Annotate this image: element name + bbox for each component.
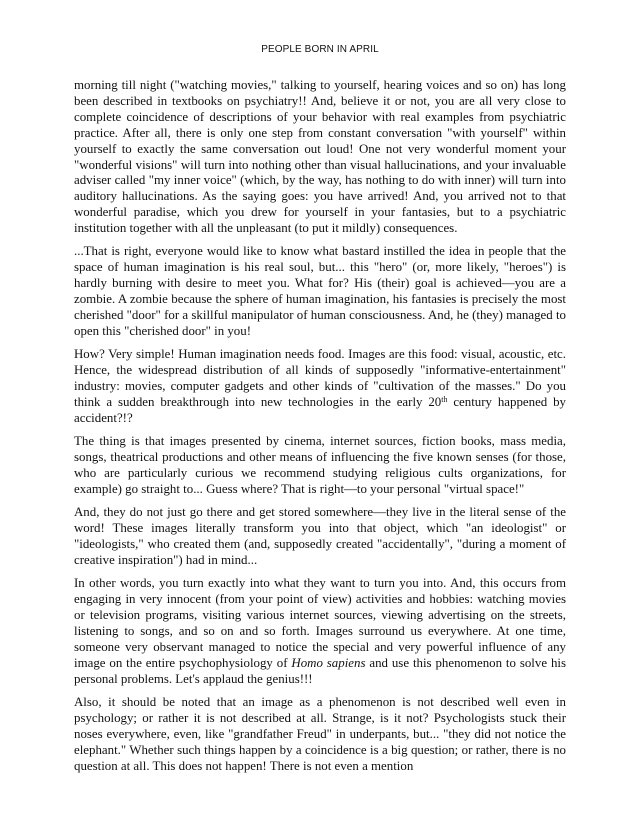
paragraph-6-text-a: In other words, you turn exactly into what they want to turn you into. And, this occurs from engaging in very innocent (from your point of view) activities and hobbies: watching movies or television programs, visiting various internet sources, viewing advertising on the streets, listening to songs, and so on and so forth. Images surround us everywhere. At one time, someone very observant managed to notice the special and very powerful influence of any image on the entire psychophysiology of [74, 576, 566, 670]
paragraph-1: morning till night ("watching movies," talking to yourself, hearing voices and so on) has long been described in textbooks on psychiatry!! And, believe it or not, you are all very close to complete coincidence of descriptions of your behavior with real examples from psychiatric practice. After all, there is only one step from constant conversation "with yourself" within yourself to exactly the same conversation out loud! One not very wonderful moment your "wonderful visions" will turn into nothing other than visual hallucinations, and your invaluable adviser called "my inner voice" (which, by the way, has nothing to do with inner) will turn into auditory hallucinations. As the saying goes: you have arrived! And, you arrived not to that wonderful paradise, which you drew for yourself in your fantasies, but to a psychiatric institution together with all the unpleasant (to put it mildly) consequences. [74, 78, 566, 236]
paragraph-3 [74, 347, 566, 427]
paragraph-4: The thing is that images presented by cinema, internet sources, fiction books, mass media, songs, theatrical productions and other means of influencing the five known senses (for those, who are particularly curious we recommend studying religious cults organizations, for example) go straight to... Guess where? That is right—to your personal "virtual space!" [74, 434, 566, 496]
running-header: PEOPLE BORN IN APRIL [261, 44, 379, 55]
paragraph-7: Also, it should be noted that an image as a phenomenon is not described well even in psychology; or rather it is not described at all. Strange, is it not? Psychologists stuck their noses everywhere, even, like "grandfather Freud" in underpants, but... "they did not notice the elephant." Whether such things happen by a coincidence is a big question; or rather, there is no question at all. This does not happen! There is not even a mention [74, 694, 566, 773]
body-text [74, 78, 566, 775]
paragraph-6-text-b: and use this phenomenon to solve his personal problems. Let's applaud the genius!!! [74, 655, 566, 686]
paragraph-3-text-b: century happened by accident?!? [74, 395, 566, 425]
paragraph-6 [74, 576, 566, 687]
ordinal-suffix: th [441, 395, 448, 404]
species-name: Homo sapiens [291, 655, 366, 670]
paragraph-5: And, they do not just go there and get stored somewhere—they live in the literal sense of the word! These images literally transform you into that object, which "an ideologist" or "ideologists," who created them (and, supposedly created "accidentally", "during a moment of creative inspiration") had in mind... [74, 505, 566, 567]
paragraph-2: ...That is right, everyone would like to know what bastard instilled the idea in people that the space of human imagination is his real soul, but... this "hero" (or, more likely, "heroes") is hardly burning with desire to meet you. What for? His (their) goal is achieved—you are a zombie. A zombie because the sphere of human imagination, his fantasies is precisely the most cherished "door" for a skillful manipulator of human consciousness. And, he (they) managed to open this "cherished door" in you! [74, 244, 566, 338]
paragraph-3-text-a: How? Very simple! Human imagination needs food. Images are this food: visual, acoustic, etc. Hence, the widespread distribution of all kinds of supposedly "informative-entertainment" industry: movies, computer gadgets and other kinds of "cultivation of the masses." Do you think a sudden breakthrough into new technologies in the early 20 [74, 347, 566, 409]
